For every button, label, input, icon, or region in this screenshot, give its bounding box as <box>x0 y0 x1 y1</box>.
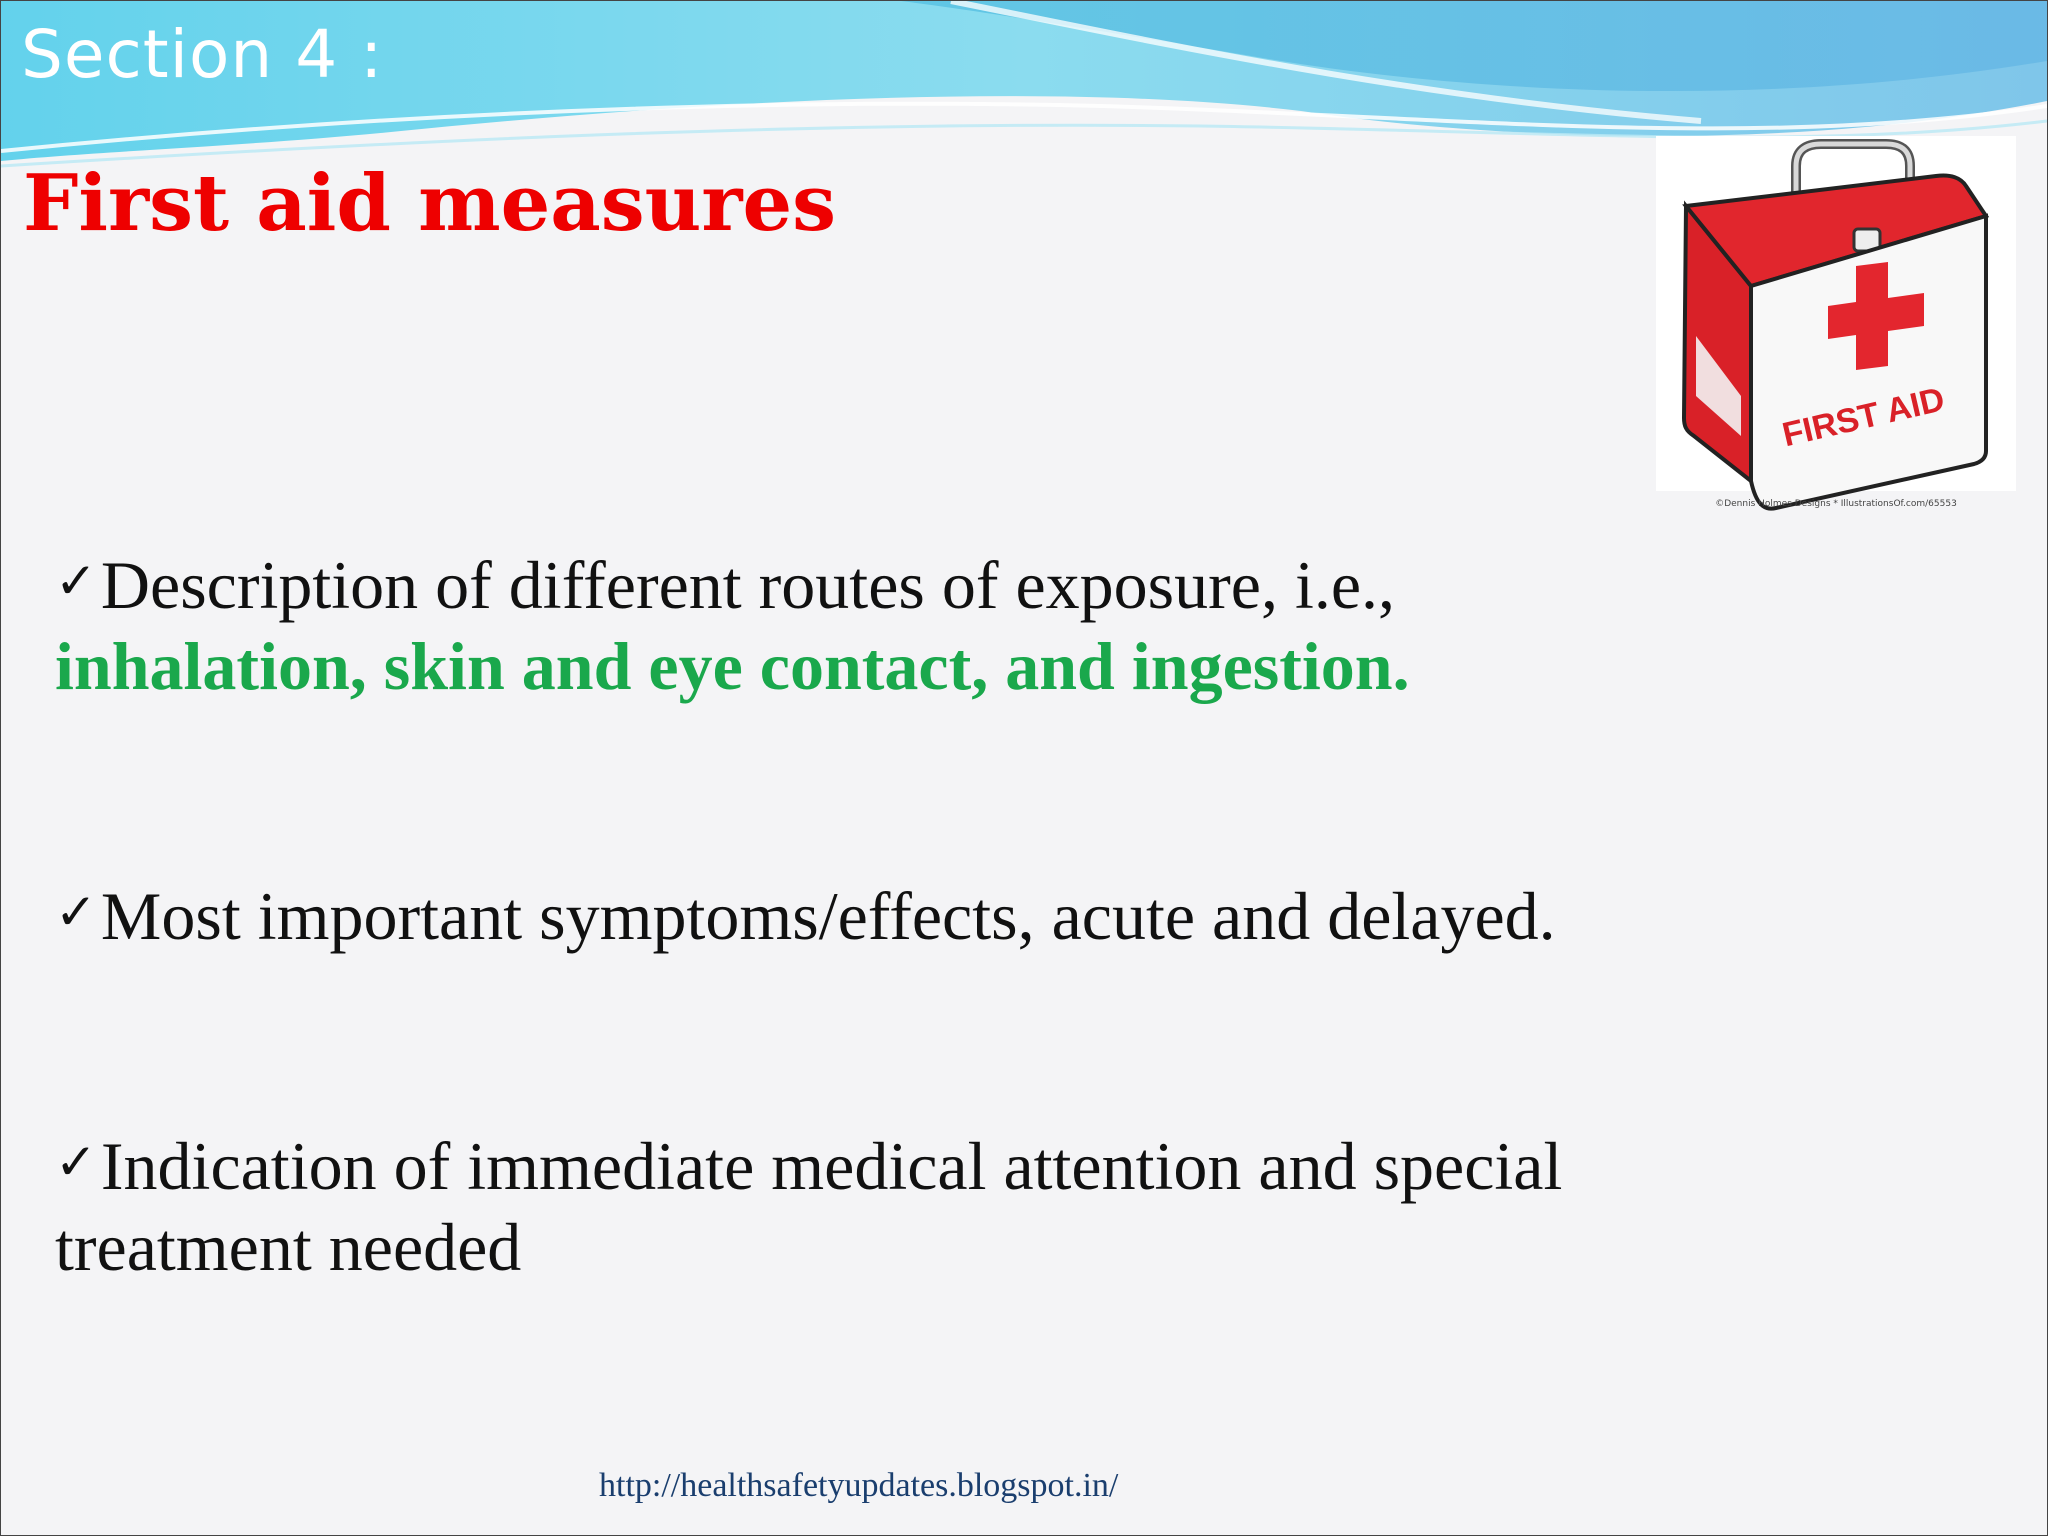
bullet-text: Indication of immediate medical attention and special treatment needed <box>55 1128 1563 1285</box>
check-icon: ✓ <box>55 1133 97 1191</box>
check-icon: ✓ <box>55 883 97 941</box>
check-icon: ✓ <box>55 552 97 610</box>
bullet-item <box>55 872 1655 957</box>
kit-label: FIRST AID <box>1778 380 1949 455</box>
bullet-list <box>55 541 1655 1288</box>
bullet-highlight: inhalation, skin and eye contact, and ingestion. <box>55 628 1410 704</box>
image-credit: ©Dennis Holmes Designs * IllustrationsOf.com/65553 <box>1715 499 1957 509</box>
bullet-item <box>55 1122 1655 1288</box>
bullet-text: Most important symptoms/effects, acute and delayed. <box>100 878 1556 954</box>
bullet-text: Description of different routes of exposure, i.e., <box>100 547 1396 623</box>
section-label: Section 4 : <box>21 16 384 93</box>
bullet-item <box>55 541 1655 707</box>
first-aid-kit-icon <box>1656 136 2016 511</box>
slide-title: First aid measures <box>23 158 837 249</box>
footer-url[interactable]: http://healthsafetyupdates.blogspot.in/ <box>599 1467 1119 1504</box>
